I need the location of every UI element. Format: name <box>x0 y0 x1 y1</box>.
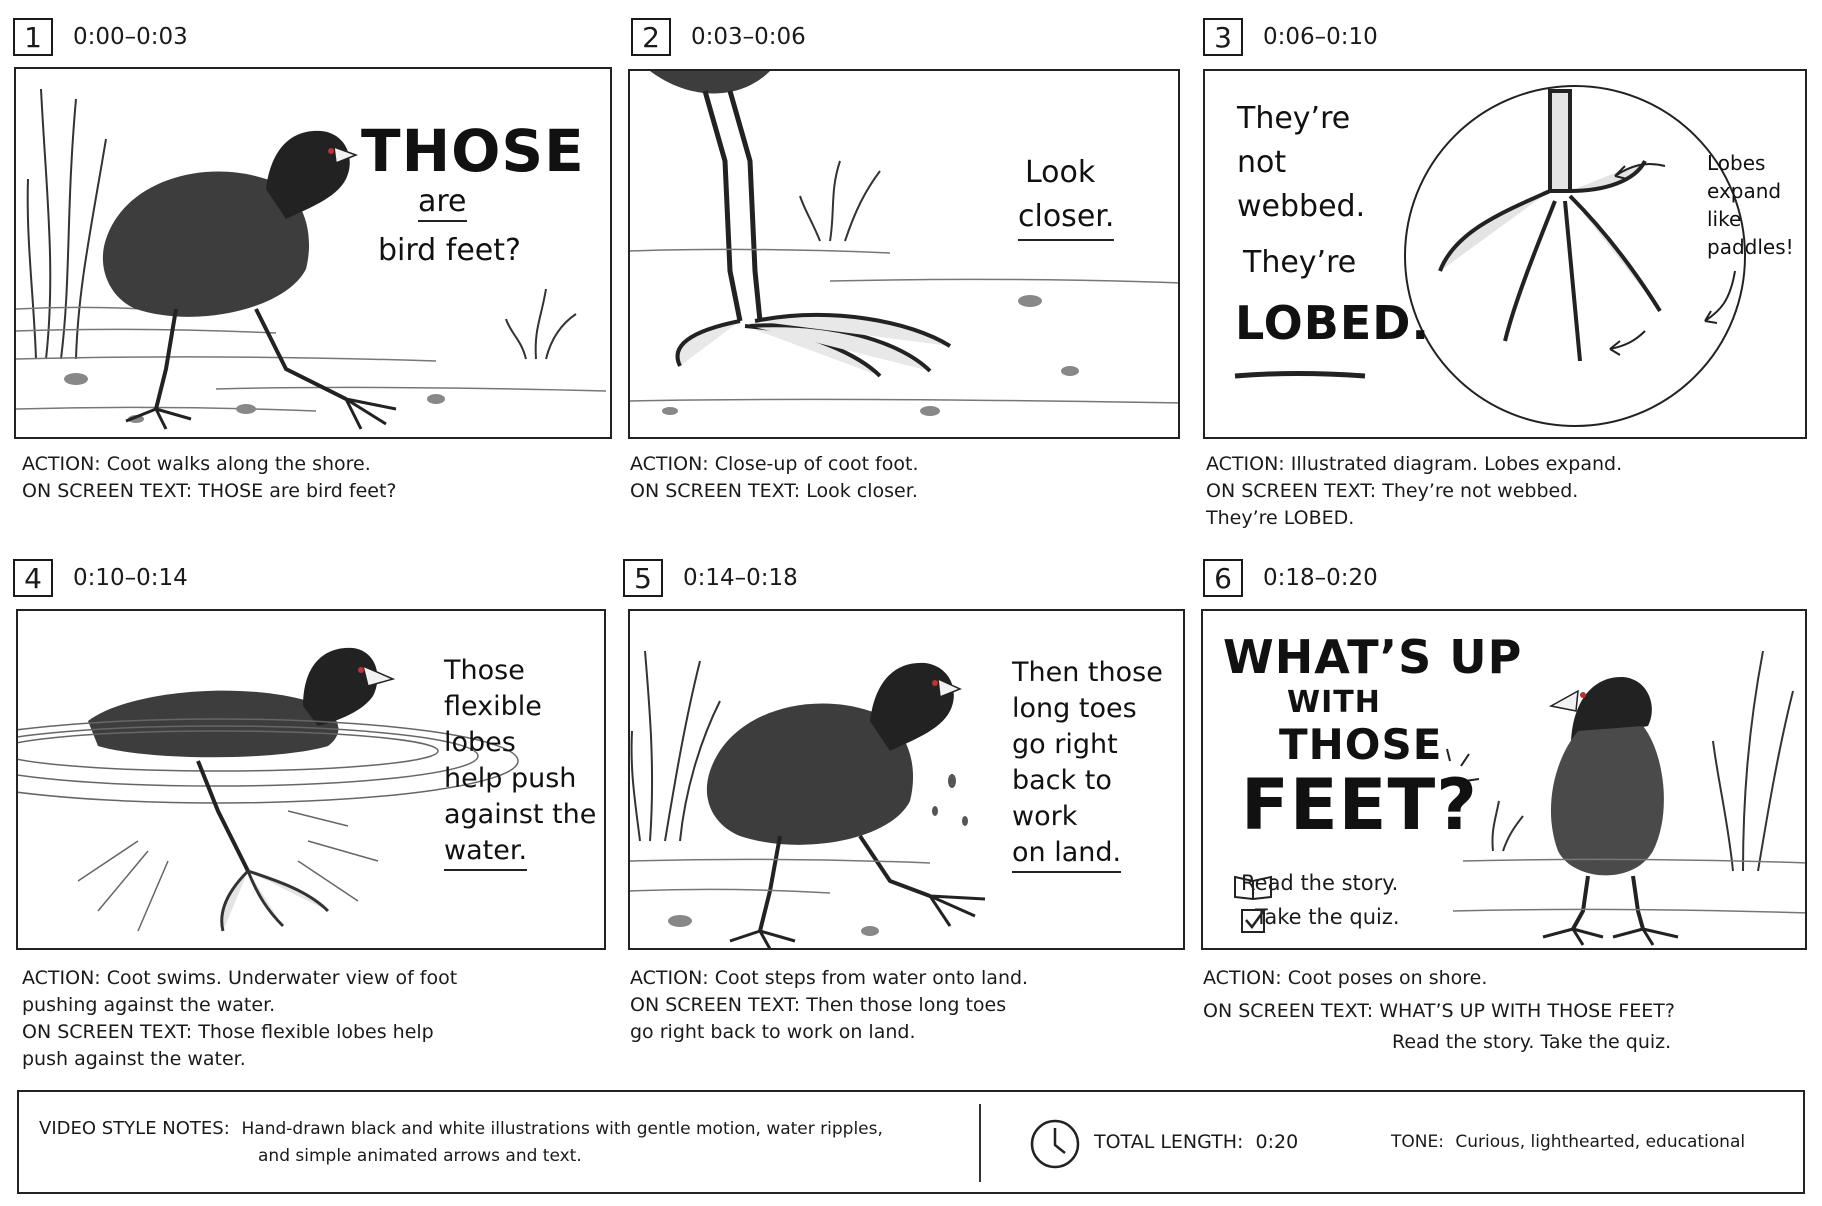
on-screen-text: Then those long toes <box>806 994 1007 1016</box>
on-screen-text-label: ON SCREEN TEXT: <box>1203 1000 1374 1022</box>
screen-text-are: are <box>418 184 467 222</box>
screen-line: go right <box>1012 729 1118 760</box>
screen-line: long toes <box>1012 693 1137 724</box>
panel-timecode: 0:18–0:20 <box>1263 565 1378 591</box>
notes-divider <box>979 1104 981 1182</box>
panel-number: 1 <box>13 18 53 56</box>
panel-timecode: 0:00–0:03 <box>73 24 188 50</box>
on-screen-text-continued: push against the water. <box>22 1048 246 1070</box>
on-screen-text: THOSE are bird feet? <box>198 480 397 502</box>
on-screen-text: Those flexible lobes help <box>198 1021 434 1043</box>
panel-timecode: 0:06–0:10 <box>1263 24 1378 50</box>
on-screen-text: They’re not webbed. <box>1382 480 1579 502</box>
panel-timecode: 0:03–0:06 <box>691 24 806 50</box>
screen-text-with: WITH <box>1287 685 1381 720</box>
panel-6-frame <box>1201 609 1807 950</box>
on-screen-text-label: ON SCREEN TEXT: <box>22 1021 193 1043</box>
style-notes-text: Hand-drawn black and white illustrations with gentle motion, water ripples, <box>241 1119 883 1139</box>
screen-text-block <box>1012 655 1183 873</box>
panel-timecode: 0:10–0:14 <box>73 565 188 591</box>
panel-number: 5 <box>623 559 663 597</box>
screen-text-those: THOSE <box>1279 720 1443 769</box>
style-notes-label: VIDEO STYLE NOTES: <box>39 1118 230 1139</box>
action-text: Close-up of coot foot. <box>714 453 919 475</box>
action-label: ACTION: <box>1203 967 1282 989</box>
annotation-line: expand <box>1707 179 1782 203</box>
on-screen-text-label: ON SCREEN TEXT: <box>630 480 801 502</box>
screen-line: Those <box>444 655 525 686</box>
panel-3-header <box>1203 18 1378 56</box>
screen-text-feet: FEET? <box>1241 764 1478 846</box>
total-length <box>1094 1131 1298 1153</box>
screen-text-lobed: LOBED. <box>1235 296 1430 350</box>
action-text: Illustrated diagram. Lobes expand. <box>1290 453 1623 475</box>
panel-timecode: 0:14–0:18 <box>683 565 798 591</box>
screen-line: help push <box>444 763 577 794</box>
total-length-label: TOTAL LENGTH: <box>1094 1131 1244 1153</box>
action-text: Coot swims. Underwater view of foot <box>106 967 458 989</box>
panel-number: 4 <box>13 559 53 597</box>
panel-5-caption <box>630 965 1028 1046</box>
screen-line: water. <box>444 833 527 871</box>
screen-text-look: Look <box>1025 155 1096 190</box>
annotation-line: paddles! <box>1707 235 1794 259</box>
coot-foot-closeup-illustration <box>630 71 1180 439</box>
action-label: ACTION: <box>630 967 709 989</box>
action-text: Coot steps from water onto land. <box>714 967 1029 989</box>
screen-text-closer: closer. <box>1018 195 1114 241</box>
on-screen-text-label: ON SCREEN TEXT: <box>22 480 193 502</box>
screen-text-theyre: They’re <box>1237 101 1351 136</box>
action-label: ACTION: <box>630 453 709 475</box>
panel-2-frame <box>628 69 1180 439</box>
action-label: ACTION: <box>22 453 101 475</box>
style-notes-text-continued: and simple animated arrows and text. <box>258 1146 582 1166</box>
screen-text-bird-feet: bird feet? <box>378 233 521 268</box>
screen-line: back to work <box>1012 765 1112 832</box>
panel-4-frame <box>16 609 606 950</box>
action-label: ACTION: <box>1206 453 1285 475</box>
panel-6-header <box>1203 559 1378 597</box>
on-screen-text-label: ON SCREEN TEXT: <box>630 994 801 1016</box>
panel-number: 6 <box>1203 559 1243 597</box>
annotation-line: Lobes <box>1707 151 1766 175</box>
screen-text-whats-up: WHAT’S UP <box>1223 630 1523 684</box>
screen-line: against the <box>444 799 597 830</box>
screen-text-block <box>444 653 604 871</box>
checkbox-icon <box>1239 905 1269 935</box>
action-text: Coot walks along the shore. <box>106 453 371 475</box>
panel-2-caption <box>630 451 919 505</box>
on-screen-text: Look closer. <box>806 480 918 502</box>
lobes-annotation <box>1707 149 1794 261</box>
panel-6-caption <box>1203 965 1675 1056</box>
panel-1-header <box>13 18 188 56</box>
tone-label: TONE: <box>1391 1132 1444 1152</box>
on-screen-text-continued: go right back to work on land. <box>630 1021 916 1043</box>
take-quiz-label: Take the quiz. <box>1255 905 1400 929</box>
read-story-cta[interactable] <box>1231 871 1398 895</box>
panel-3-frame <box>1203 69 1807 439</box>
clock-icon <box>1029 1118 1081 1170</box>
panel-3-caption <box>1206 451 1622 532</box>
screen-line: Then those <box>1012 657 1163 688</box>
annotation-line: like <box>1707 207 1742 231</box>
take-quiz-cta[interactable] <box>1239 905 1400 929</box>
screen-text-those: THOSE <box>361 117 585 185</box>
book-icon <box>1231 871 1275 901</box>
read-story-label: Read the story. <box>1241 871 1399 895</box>
screen-line: flexible lobes <box>444 691 542 758</box>
screen-text-not: not <box>1237 145 1287 180</box>
panel-number: 3 <box>1203 18 1243 56</box>
panel-2-header <box>631 18 806 56</box>
panel-5-frame <box>628 609 1185 950</box>
on-screen-text-label: ON SCREEN TEXT: <box>1206 480 1377 502</box>
panel-number: 2 <box>631 18 671 56</box>
panel-4-caption <box>22 965 457 1073</box>
action-label: ACTION: <box>22 967 101 989</box>
panel-5-header <box>623 559 798 597</box>
screen-text-webbed: webbed. <box>1237 189 1366 224</box>
screen-line: on land. <box>1012 835 1121 873</box>
action-text-continued: pushing against the water. <box>22 994 276 1016</box>
panel-1-frame <box>14 67 612 439</box>
screen-text-theyre-2: They’re <box>1243 245 1357 280</box>
on-screen-text-continued: Read the story. Take the quiz. <box>1392 1031 1672 1053</box>
action-text: Coot poses on shore. <box>1287 967 1488 989</box>
total-length-value: 0:20 <box>1255 1131 1299 1153</box>
panel-4-header <box>13 559 188 597</box>
style-notes <box>39 1115 883 1170</box>
panel-1-caption <box>22 451 397 505</box>
tone-value: Curious, lighthearted, educational <box>1455 1132 1746 1152</box>
on-screen-text-continued: They’re LOBED. <box>1206 507 1355 529</box>
video-notes-bar <box>17 1090 1805 1194</box>
tone <box>1391 1132 1745 1152</box>
on-screen-text: WHAT’S UP WITH THOSE FEET? <box>1379 1000 1675 1022</box>
